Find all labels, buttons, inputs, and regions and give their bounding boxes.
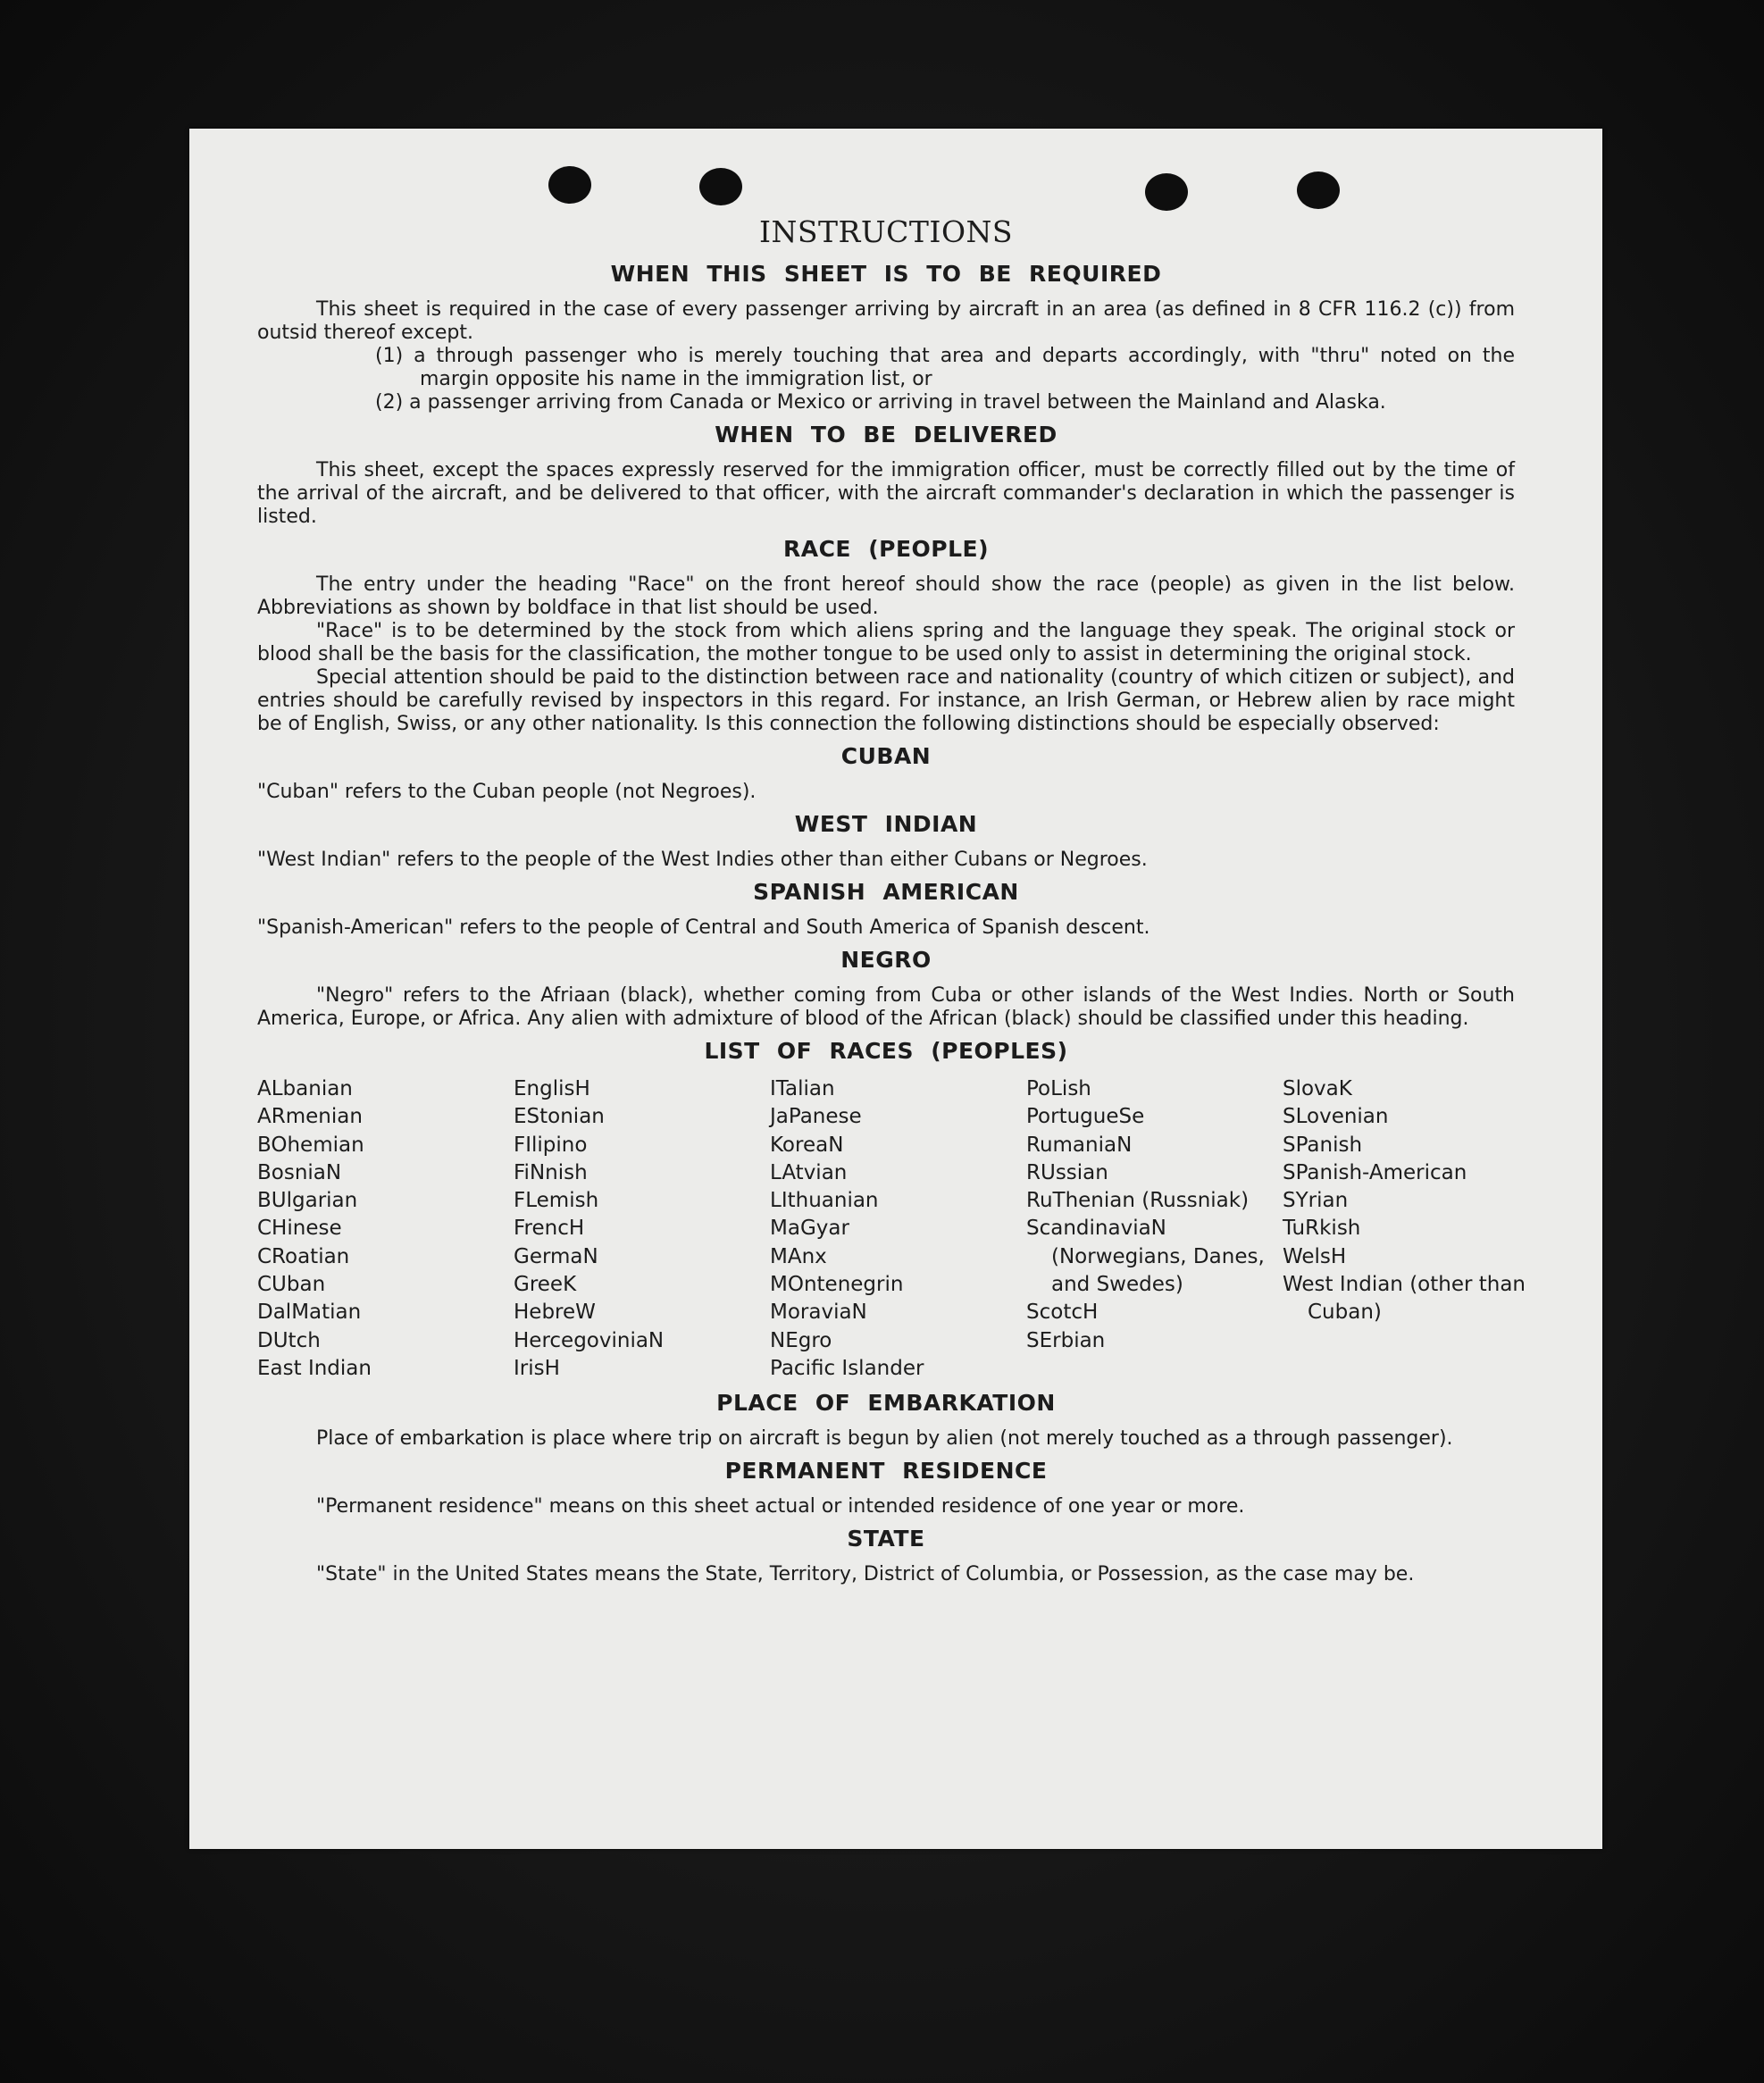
race-item: FIlipino: [514, 1133, 588, 1157]
race-item: FiNnish: [514, 1160, 588, 1184]
race-item: RuThenian (Russniak): [1026, 1189, 1250, 1213]
race-item: MoraviaN: [770, 1301, 867, 1325]
race-item: ScandinaviaN (Norwegians, Danes, and Swedes): [1026, 1217, 1265, 1297]
race-item: WelsH: [1283, 1244, 1347, 1268]
race-column-2: [514, 1075, 770, 1383]
paragraph-race-1: The entry under the heading "Race" on the front hereof should show the race (people) as given in the list below. Abbreviations as shown by boldface in that list should be used.: [257, 573, 1515, 619]
paragraph-required: This sheet is required in the case of every passenger arriving by aircraft in an area (as defined in 8 CFR 116.2 (c)) from outsid thereof except.: [257, 298, 1515, 344]
race-item: SPanish-American: [1283, 1160, 1467, 1184]
race-item: GreeK: [514, 1273, 577, 1297]
race-item: LAtvian: [770, 1160, 848, 1184]
heading-state: STATE: [847, 1526, 925, 1552]
race-item: JaPanese: [770, 1105, 862, 1129]
race-item: Pacific Islander: [770, 1356, 924, 1380]
race-item: DalMatian: [257, 1301, 362, 1325]
race-item: CHinese: [257, 1217, 342, 1241]
race-item: SlovaK: [1283, 1077, 1352, 1100]
race-item: BOhemian: [257, 1133, 364, 1157]
race-item: SLovenian: [1283, 1105, 1389, 1129]
heading-west-indian: WEST INDIAN: [794, 811, 978, 837]
race-item: SYrian: [1283, 1189, 1349, 1213]
paragraph-state: "State" in the United States means the State, Territory, District of Columbia, or Possession, as the case may be.: [316, 1563, 1415, 1586]
race-item: ARmenian: [257, 1105, 363, 1129]
race-item: CUban: [257, 1273, 326, 1297]
race-item: East Indian: [257, 1356, 372, 1380]
race-item: HercegoviniaN: [514, 1328, 665, 1352]
heading-permanent-residence: PERMANENT RESIDENCE: [724, 1458, 1048, 1485]
race-item: DUtch: [257, 1328, 321, 1352]
heading-cuban: CUBAN: [840, 743, 932, 769]
heading-when-required: WHEN THIS SHEET IS TO BE REQUIRED: [610, 261, 1162, 287]
race-item: MOntenegrin: [770, 1273, 904, 1297]
race-column-3: [770, 1075, 1026, 1383]
race-item: BUlgarian: [257, 1189, 358, 1213]
race-item: RUssian: [1026, 1160, 1108, 1184]
page-title: INSTRUCTIONS: [758, 214, 1014, 249]
heading-spanish-american: SPANISH AMERICAN: [753, 879, 1019, 905]
exception-item-1: (1) a through passenger who is merely touching that area and departs accordingly, with "thru" noted on the margin opposite his name in the immigration list, or: [375, 345, 1515, 390]
paragraph-spanish-american: "Spanish-American" refers to the people of Central and South America of Spanish descent.: [257, 916, 1150, 939]
race-item: FrencH: [514, 1217, 585, 1241]
instruction-sheet: [189, 129, 1602, 1849]
race-item: KoreaN: [770, 1133, 844, 1157]
race-item: EStonian: [514, 1105, 605, 1129]
heading-negro: NEGRO: [840, 947, 932, 973]
race-item: SPanish: [1283, 1133, 1363, 1157]
exception-item-2: (2) a passenger arriving from Canada or Mexico or arriving in travel between the Mainland and Alaska.: [375, 391, 1386, 414]
race-item: PortugueSe: [1026, 1105, 1145, 1129]
race-item: NEgro: [770, 1328, 832, 1352]
race-item: FLemish: [514, 1189, 599, 1213]
punch-hole-3: [1145, 173, 1188, 211]
race-item: ITalian: [770, 1077, 835, 1100]
heading-when-delivered: WHEN TO BE DELIVERED: [715, 422, 1058, 448]
race-item: ScotcH: [1026, 1301, 1099, 1325]
race-column-4: [1026, 1075, 1283, 1383]
heading-race: RACE (PEOPLE): [782, 536, 990, 562]
heading-place-of-embarkation: PLACE OF EMBARKATION: [716, 1390, 1056, 1417]
paragraph-west-indian: "West Indian" refers to the people of the West Indies other than either Cubans or Negroes.: [257, 849, 1148, 871]
race-item: IrisH: [514, 1356, 560, 1380]
race-list: [257, 1075, 1526, 1383]
race-item: MaGyar: [770, 1217, 849, 1241]
paragraph-negro: "Negro" refers to the Afriaan (black), whether coming from Cuba or other islands of the West Indies. North or South America, Europe, or Africa. Any alien with admixture of blood of the African (black) should be classified under this heading.: [257, 984, 1515, 1030]
race-item: CRoatian: [257, 1244, 350, 1268]
punch-hole-2: [699, 168, 742, 205]
paragraph-cuban: "Cuban" refers to the Cuban people (not Negroes).: [257, 781, 757, 803]
race-item: RumaniaN: [1026, 1133, 1133, 1157]
race-item: LIthuanian: [770, 1189, 879, 1213]
race-item: MAnx: [770, 1244, 827, 1268]
sheet-content: [257, 214, 1526, 1586]
race-column-5: [1283, 1075, 1539, 1383]
race-item: GermaN: [514, 1244, 598, 1268]
race-item: ALbanian: [257, 1077, 353, 1100]
race-column-1: [257, 1075, 514, 1383]
paragraph-race-2: "Race" is to be determined by the stock from which aliens spring and the language they speak. The original stock or blood shall be the basis for the classification, the mother tongue to be used only to assist in determining the original stock.: [257, 620, 1515, 665]
paragraph-residence: "Permanent residence" means on this sheet actual or intended residence of one year or more.: [316, 1495, 1245, 1518]
punch-hole-1: [548, 166, 591, 204]
paragraph-embarkation: Place of embarkation is place where trip on aircraft is begun by alien (not merely touched as a through passenger).: [316, 1427, 1453, 1451]
race-item: HebreW: [514, 1301, 596, 1325]
race-item: SErbian: [1026, 1328, 1106, 1352]
race-item: West Indian (other than Cuban): [1283, 1273, 1526, 1325]
heading-list-of-races: LIST OF RACES (PEOPLES): [704, 1038, 1068, 1064]
race-item: EnglisH: [514, 1077, 590, 1100]
paragraph-delivered: This sheet, except the spaces expressly reserved for the immigration officer, must be correctly filled out by the time of the arrival of the aircraft, and be delivered to that officer, with the aircraft commander's declaration in which the passenger is listed.: [257, 459, 1515, 528]
paragraph-race-3: Special attention should be paid to the distinction between race and nationality (country of which citizen or subject), and entries should be carefully revised by inspectors in this regard. For instance, an Irish German, or Hebrew alien by race might be of English, Swiss, or any other nationality. Is this connection the following distinctions should be especially observed:: [257, 666, 1515, 735]
race-item: TuRkish: [1283, 1217, 1361, 1241]
race-item: PoLish: [1026, 1077, 1091, 1100]
race-item: BosniaN: [257, 1160, 342, 1184]
punch-hole-4: [1297, 171, 1340, 209]
